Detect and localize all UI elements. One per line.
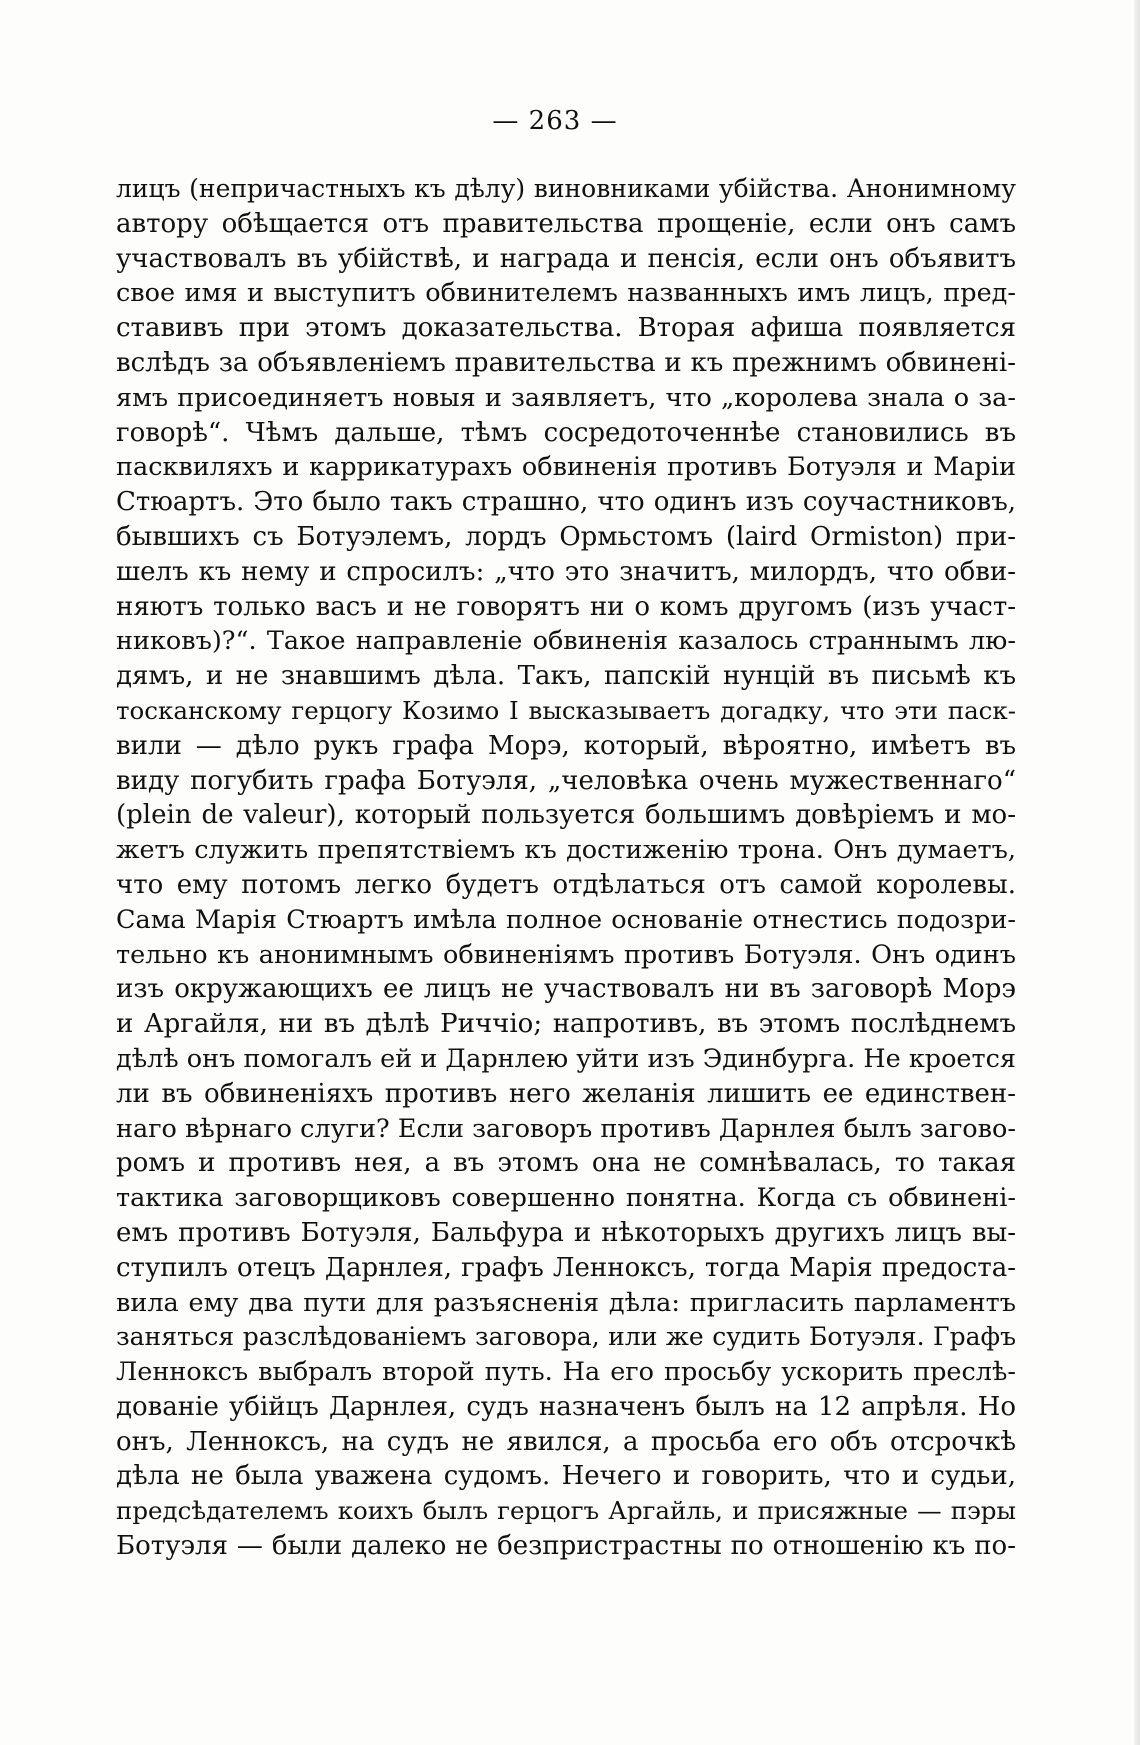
text-line: вслѣдъ за объявленіемъ правительства и къ прежнимъ обвинені- xyxy=(116,347,1016,378)
text-line: Ленноксъ выбралъ второй путь. На его просьбу ускорить преслѣ- xyxy=(116,1357,1016,1388)
text-line: няютъ только васъ и не говорятъ ни о комъ другомъ (изъ участ- xyxy=(116,591,1016,622)
text-line: дямъ, и не знавшимъ дѣла. Такъ, папскій нунцій въ письмѣ къ xyxy=(116,661,1016,692)
text-line: вила ему два пути для разъясненія дѣла: пригласить парламентъ xyxy=(116,1287,1016,1318)
text-line: предсѣдателемъ коихъ былъ герцогъ Аргайль, и присяжные — пэры xyxy=(116,1496,1016,1526)
text-line: ямъ присоединяетъ новыя и заявляетъ, что „королева знала о за- xyxy=(116,382,1016,413)
text-line: изъ окружающихъ ее лицъ не участвовалъ ни въ заговорѣ Морэ xyxy=(116,974,1016,1005)
text-line: что ему потомъ легко будетъ отдѣлаться отъ самой королевы. xyxy=(116,869,1016,900)
text-line: заняться разслѣдованіемъ заговора, или же судить Ботуэля. Графъ xyxy=(116,1322,1016,1352)
text-line: жетъ служить препятствіемъ къ достиженію трона. Онъ думаетъ, xyxy=(116,835,1016,866)
text-line: и Аргайля, ни въ дѣлѣ Риччіо; напротивъ, въ этомъ послѣднемъ xyxy=(116,1009,1016,1040)
text-line: Ботуэля — были далеко не безпристрастны по отношенію къ по- xyxy=(116,1531,1016,1562)
text-line: вили — дѣло рукъ графа Морэ, который, вѣроятно, имѣетъ въ xyxy=(116,730,1016,761)
text-line: дованіе убійцъ Дарнлея, судъ назначенъ былъ на 12 апрѣля. Но xyxy=(116,1391,1016,1422)
text-line: ступилъ отецъ Дарнлея, графъ Ленноксъ, тогда Марія предоста- xyxy=(116,1252,1016,1283)
text-line: дѣла не была уважена судомъ. Нечего и говорить, что и судьи, xyxy=(116,1461,1016,1492)
text-line: никовъ)?“. Такое направленіе обвиненія казалось страннымъ лю- xyxy=(116,626,1016,657)
text-line: онъ, Ленноксъ, на судъ не явился, а просьба его объ отсрочкѣ xyxy=(116,1426,1016,1457)
text-line: автору обѣщается отъ правительства прощеніе, если онъ самъ xyxy=(116,208,1016,239)
text-line: Стюартъ. Это было такъ страшно, что одинъ изъ соучастниковъ, xyxy=(116,487,1016,518)
page-number: — 263 — xyxy=(492,106,618,136)
text-line: бывшихъ съ Ботуэлемъ, лордъ Ормьстомъ (laird Ormiston) при- xyxy=(116,521,1016,552)
text-line: говорѣ“. Чѣмъ дальше, тѣмъ сосредоточеннѣе становились въ xyxy=(116,417,1016,448)
text-line: свое имя и выступитъ обвинителемъ названныхъ имъ лицъ, пред- xyxy=(116,278,1016,309)
page-edge xyxy=(1134,0,1140,1745)
text-line: ставивъ при этомъ доказательства. Вторая афиша появляется xyxy=(116,313,1016,344)
text-line: (plein de valeur), который пользуется большимъ довѣріемъ и мо- xyxy=(116,800,1016,831)
text-line: пасквиляхъ и каррикатурахъ обвиненія противъ Ботуэля и Маріи xyxy=(116,452,1016,483)
text-line: тосканскому герцогу Козимо I высказываетъ догадку, что эти паск- xyxy=(116,695,1016,725)
text-line: дѣлѣ онъ помогалъ ей и Дарнлею уйти изъ Эдинбурга. Не кроется xyxy=(116,1043,1016,1074)
text-line: шелъ къ нему и спросилъ: „что это значитъ, милордъ, что обви- xyxy=(116,556,1016,587)
text-line: виду погубить графа Ботуэля, „человѣка очень мужественнаго“ xyxy=(116,765,1016,796)
text-line: Сама Марія Стюартъ имѣла полное основаніе отнестись подозри- xyxy=(116,904,1016,935)
text-line: лицъ (непричастныхъ къ дѣлу) виновниками убійства. Анонимному xyxy=(116,174,1016,203)
text-line: ли въ обвиненіяхъ противъ него желанія лишить ее единствен- xyxy=(116,1078,1016,1109)
text-line: ромъ и противъ нея, а въ этомъ она не сомнѣвалась, то такая xyxy=(116,1148,1016,1179)
text-line: наго вѣрнаго слуги? Если заговоръ противъ Дарнлея былъ загово- xyxy=(116,1113,1016,1144)
body-text xyxy=(116,172,1016,1564)
text-line: тактика заговорщиковъ совершенно понятна. Когда съ обвинені- xyxy=(116,1183,1016,1214)
text-line: участвовалъ въ убійствѣ, и награда и пенсія, если онъ объявитъ xyxy=(116,243,1016,274)
text-line: тельно къ анонимнымъ обвиненіямъ противъ Ботуэля. Онъ одинъ xyxy=(116,939,1016,970)
text-line: емъ противъ Ботуэля, Бальфура и нѣкоторыхъ другихъ лицъ вы- xyxy=(116,1217,1016,1248)
